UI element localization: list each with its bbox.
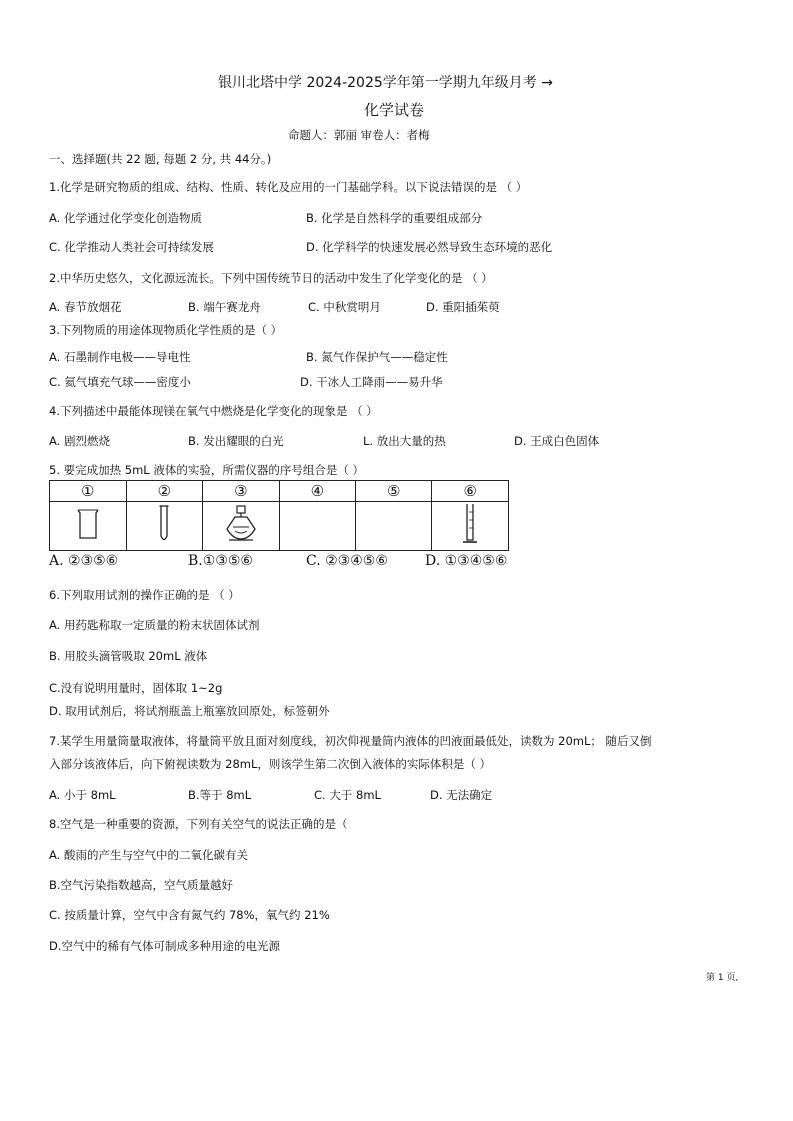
- q5-option-a: A. ②③⑤⑥: [49, 553, 119, 569]
- apparatus-cell: [356, 502, 432, 551]
- q3-option-b: B. 氮气作保护气——稳定性: [306, 350, 448, 364]
- q1-option-d: D. 化学科学的快速发展必然导致生态环境的恶化: [306, 240, 553, 254]
- q7-option-c: C. 大于 8mL: [314, 788, 381, 802]
- page-number: 第 1 页,: [706, 973, 739, 983]
- beaker-icon: [73, 506, 103, 542]
- apparatus-number: ⑤: [356, 481, 432, 502]
- q7-option-a: A. 小于 8mL: [49, 788, 116, 802]
- q7-option-b: B.等于 8mL: [188, 788, 252, 802]
- q6-option-d: D. 取用试剂后，将试剂瓶盖上瓶塞放回原处，标签朝外: [49, 704, 330, 718]
- q4-stem: 4.下列描述中最能体现镁在氧气中燃烧是化学变化的现象是 （ ）: [49, 404, 378, 418]
- q7-option-d: D. 无法确定: [430, 788, 493, 802]
- q5-option-d: D. ①③④⑤⑥: [425, 553, 508, 569]
- q3-option-d: D. 干冰人工降雨——易升华: [300, 375, 443, 389]
- apparatus-number: ④: [279, 481, 355, 502]
- apparatus-cell: [50, 502, 127, 551]
- exam-authors: 命题人：郭丽 审卷人：者梅: [288, 128, 430, 142]
- q7-stem-line1: 7.某学生用量筒量取液体，将量筒平放且面对刻度线，初次仰视量筒内液体的凹液面最低处，读数为 20mL； 随后又倒: [49, 734, 652, 748]
- q2-option-d: D. 重阳插茱萸: [426, 300, 500, 314]
- graduated-cylinder-icon: [460, 502, 480, 546]
- apparatus-cell: [126, 502, 202, 551]
- q2-option-b: B. 端午赛龙舟: [188, 300, 261, 314]
- apparatus-cell: [432, 502, 509, 551]
- apparatus-number: ③: [203, 481, 280, 502]
- q5-option-b: B.①③⑤⑥: [188, 553, 253, 569]
- alcohol-lamp-icon: [223, 504, 259, 544]
- q1-option-c: C. 化学推动人类社会可持续发展: [49, 240, 214, 254]
- q5-option-c: C. ②③④⑤⑥: [306, 553, 388, 569]
- section-heading: 一、选择题(共 22 题, 每题 2 分, 共 44分。): [49, 152, 272, 166]
- q4-option-a: A. 剧烈燃烧: [49, 434, 110, 448]
- q1-option-a: A. 化学通过化学变化创造物质: [49, 211, 202, 225]
- q2-stem: 2.中华历史悠久，文化源远流长。下列中国传统节日的活动中发生了化学变化的是 （ ）: [49, 271, 493, 285]
- apparatus-number: ②: [126, 481, 202, 502]
- exam-title: 银川北塔中学 2024-2025学年第一学期九年级月考 →: [218, 75, 553, 91]
- q7-stem-line2: 入部分该液体后，向下俯视读数为 28mL，则该学生第二次倒入液体的实际体积是（ ）: [49, 757, 492, 771]
- q2-option-a: A. 春节放烟花: [49, 300, 122, 314]
- q6-option-b: B. 用胶头滴管吸取 20mL 液体: [49, 649, 208, 663]
- q4-option-b: B. 发出耀眼的白光: [188, 434, 284, 448]
- apparatus-cell: [203, 502, 280, 551]
- apparatus-table: [49, 480, 509, 551]
- q8-option-b: B.空气污染指数越高，空气质量越好: [49, 878, 234, 892]
- q2-option-c: C. 中秋赏明月: [308, 300, 381, 314]
- q3-option-a: A. 石墨制作电极——导电性: [49, 350, 191, 364]
- q1-option-b: B. 化学是自然科学的重要组成部分: [306, 211, 483, 225]
- q6-option-c: C.没有说明用量时，固体取 1~2g: [49, 681, 223, 695]
- q8-option-a: A. 酸雨的产生与空气中的二氧化碳有关: [49, 848, 248, 862]
- q8-option-d: D.空气中的稀有气体可制成多种用途的电光源: [49, 939, 281, 953]
- q8-option-c: C. 按质量计算，空气中含有氮气约 78%，氧气约 21%: [49, 908, 330, 922]
- q8-stem: 8.空气是一种重要的资源，下列有关空气的说法正确的是（: [49, 817, 348, 831]
- apparatus-cell: [279, 502, 355, 551]
- q3-stem: 3.下列物质的用途体现物质化学性质的是（ ）: [49, 323, 283, 337]
- q5-stem: 5. 要完成加热 5mL 液体的实验，所需仪器的序号组合是（ ）: [49, 463, 365, 477]
- q3-option-c: C. 氦气填充气球——密度小: [49, 375, 191, 389]
- q4-option-c: L. 放出大量的热: [363, 434, 446, 448]
- q6-option-a: A. 用药匙称取一定质量的粉末状固体试剂: [49, 618, 260, 632]
- apparatus-number: ⑥: [432, 481, 509, 502]
- exam-subtitle: 化学试卷: [364, 101, 425, 119]
- apparatus-number: ①: [50, 481, 127, 502]
- q1-stem: 1.化学是研究物质的组成、结构、性质、转化及应用的一门基础学科。以下说法错误的是 （ ）: [49, 180, 528, 194]
- q4-option-d: D. 王成白色固体: [514, 434, 600, 448]
- test-tube-icon: [154, 504, 174, 544]
- q6-stem: 6.下列取用试剂的操作正确的是 （ ）: [49, 588, 240, 602]
